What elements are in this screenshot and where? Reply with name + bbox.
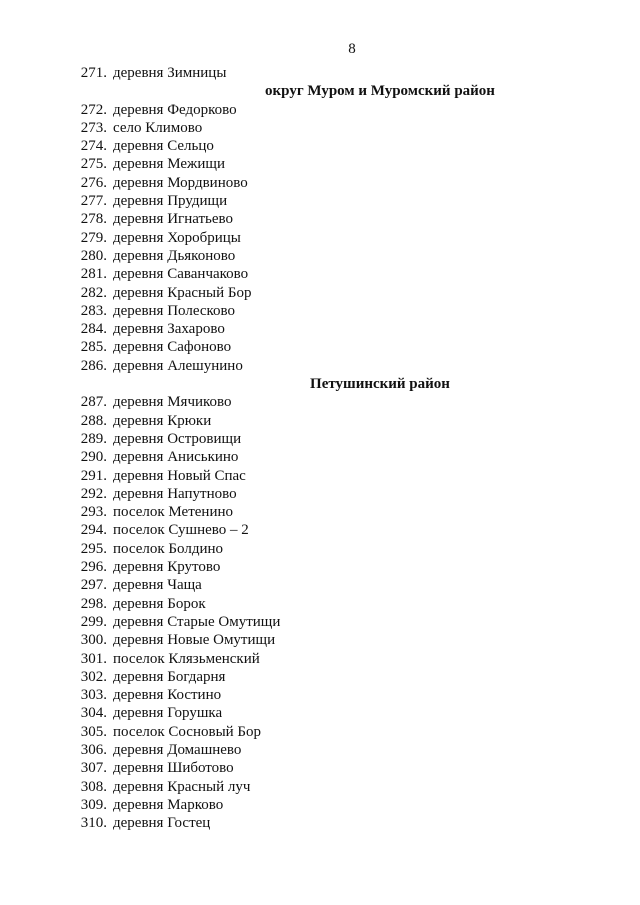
list-item <box>0 521 640 539</box>
settlement-name: деревня Прудищи <box>113 193 228 210</box>
list-item <box>0 302 640 320</box>
item-number: 281. <box>80 266 107 283</box>
item-number: 279. <box>80 229 107 246</box>
item-number: 296. <box>80 559 107 576</box>
item-number: 291. <box>80 467 107 484</box>
list-item <box>0 558 640 576</box>
list-item <box>0 284 640 302</box>
settlement-name: деревня Мордвиново <box>113 174 248 191</box>
list-item <box>0 595 640 613</box>
settlement-name: поселок Клязьменский <box>113 650 260 667</box>
settlement-name: деревня Захарово <box>113 321 225 338</box>
list-item <box>0 503 640 521</box>
item-number: 283. <box>80 302 107 319</box>
settlement-name: деревня Саванчаково <box>113 266 249 283</box>
settlement-name: деревня Костино <box>113 687 222 704</box>
settlement-name: деревня Шиботово <box>113 760 234 777</box>
item-number: 300. <box>80 632 107 649</box>
settlement-name: деревня Красный луч <box>113 778 251 795</box>
item-number: 284. <box>80 321 107 338</box>
item-number: 290. <box>80 449 107 466</box>
list-item <box>0 723 640 741</box>
settlement-name: деревня Межищи <box>113 156 225 173</box>
list-item <box>0 101 640 119</box>
item-number: 289. <box>80 430 107 447</box>
settlement-name: поселок Сушнево – 2 <box>113 522 249 539</box>
item-number: 282. <box>80 284 107 301</box>
item-number: 293. <box>80 504 107 521</box>
settlement-name: деревня Старые Омутищи <box>113 613 281 630</box>
item-number: 288. <box>80 412 107 429</box>
list-item <box>0 247 640 265</box>
settlement-name: поселок Болдино <box>113 540 224 557</box>
item-number: 306. <box>80 741 107 758</box>
settlement-name: деревня Островищи <box>113 430 242 447</box>
item-number: 292. <box>80 485 107 502</box>
list-item <box>0 192 640 210</box>
list-item <box>0 448 640 466</box>
list-item <box>0 814 640 832</box>
list-item <box>0 137 640 155</box>
settlement-name: деревня Чаща <box>113 577 202 594</box>
item-number: 309. <box>80 796 107 813</box>
item-number: 273. <box>80 119 107 136</box>
settlement-name: село Климово <box>113 119 203 136</box>
settlement-name: деревня Гостец <box>113 815 211 832</box>
list-item <box>0 338 640 356</box>
list-item <box>0 412 640 430</box>
settlement-name: деревня Горушка <box>113 705 223 722</box>
item-number: 277. <box>80 193 107 210</box>
list-item <box>0 467 640 485</box>
settlement-name: деревня Напутново <box>113 485 237 502</box>
settlement-name: деревня Борок <box>113 595 206 612</box>
list-item <box>0 174 640 192</box>
settlement-name: деревня Полесково <box>113 302 236 319</box>
settlement-name: деревня Мячиково <box>113 394 232 411</box>
settlement-name: деревня Алешунино <box>113 357 243 374</box>
list-item <box>0 613 640 631</box>
settlement-name: деревня Красный Бор <box>113 284 252 301</box>
list-item <box>0 229 640 247</box>
list-item <box>0 631 640 649</box>
settlement-name: деревня Дьяконово <box>113 247 236 264</box>
item-number: 275. <box>80 156 107 173</box>
list-item <box>0 357 640 375</box>
settlement-name: деревня Аниськино <box>113 449 239 466</box>
settlement-name: деревня Новый Спас <box>113 467 246 484</box>
item-number: 286. <box>80 357 107 374</box>
list-item <box>0 320 640 338</box>
item-number: 310. <box>80 815 107 832</box>
list-item <box>0 119 640 137</box>
list-item <box>0 650 640 668</box>
item-number: 294. <box>80 522 107 539</box>
item-number: 276. <box>80 174 107 191</box>
item-number: 298. <box>80 595 107 612</box>
settlement-name: деревня Крутово <box>113 559 221 576</box>
list-item <box>0 265 640 283</box>
list-item <box>0 741 640 759</box>
settlement-name: деревня Игнатьево <box>113 211 234 228</box>
list-item <box>0 210 640 228</box>
item-number: 287. <box>80 394 107 411</box>
list-item <box>0 540 640 558</box>
settlement-name: деревня Богдарня <box>113 668 226 685</box>
item-number: 304. <box>80 705 107 722</box>
item-number: 295. <box>80 540 107 557</box>
item-number: 302. <box>80 668 107 685</box>
item-number: 280. <box>80 247 107 264</box>
settlement-name: деревня Федорково <box>113 101 237 118</box>
settlement-name: деревня Зимницы <box>113 65 227 81</box>
item-number: 278. <box>80 211 107 228</box>
list-item <box>0 778 640 796</box>
list-item <box>0 485 640 503</box>
item-number: 272. <box>80 101 107 118</box>
settlement-name: поселок Метенино <box>113 504 234 521</box>
item-number: 305. <box>80 723 107 740</box>
item-number: 297. <box>80 577 107 594</box>
item-number: 307. <box>80 760 107 777</box>
list-item <box>0 759 640 777</box>
list-item <box>0 686 640 704</box>
settlement-name: деревня Крюки <box>113 412 212 429</box>
list-item <box>0 796 640 814</box>
settlement-name: деревня Домашнево <box>113 741 242 758</box>
list-item <box>0 155 640 173</box>
list-item <box>0 430 640 448</box>
settlement-name: деревня Марково <box>113 796 224 813</box>
item-number: 271. <box>80 65 107 81</box>
list-item <box>0 704 640 722</box>
settlement-name: деревня Новые Омутищи <box>113 632 276 649</box>
item-number: 308. <box>80 778 107 795</box>
settlement-list <box>0 64 640 832</box>
item-number: 299. <box>80 613 107 630</box>
item-number: 301. <box>80 650 107 667</box>
item-number: 303. <box>80 687 107 704</box>
section-heading: округ Муром и Муромский район <box>265 83 495 100</box>
settlement-name: деревня Сафоново <box>113 339 232 356</box>
settlement-name: деревня Сельцо <box>113 138 214 155</box>
item-number: 274. <box>80 138 107 155</box>
page-number: 8 <box>348 41 356 57</box>
item-number: 285. <box>80 339 107 356</box>
list-item <box>0 64 640 82</box>
list-item <box>0 576 640 594</box>
list-item <box>0 668 640 686</box>
section-heading: Петушинский район <box>310 376 450 393</box>
settlement-name: поселок Сосновый Бор <box>113 723 262 740</box>
list-item <box>0 393 640 411</box>
settlement-name: деревня Хоробрицы <box>113 229 241 246</box>
